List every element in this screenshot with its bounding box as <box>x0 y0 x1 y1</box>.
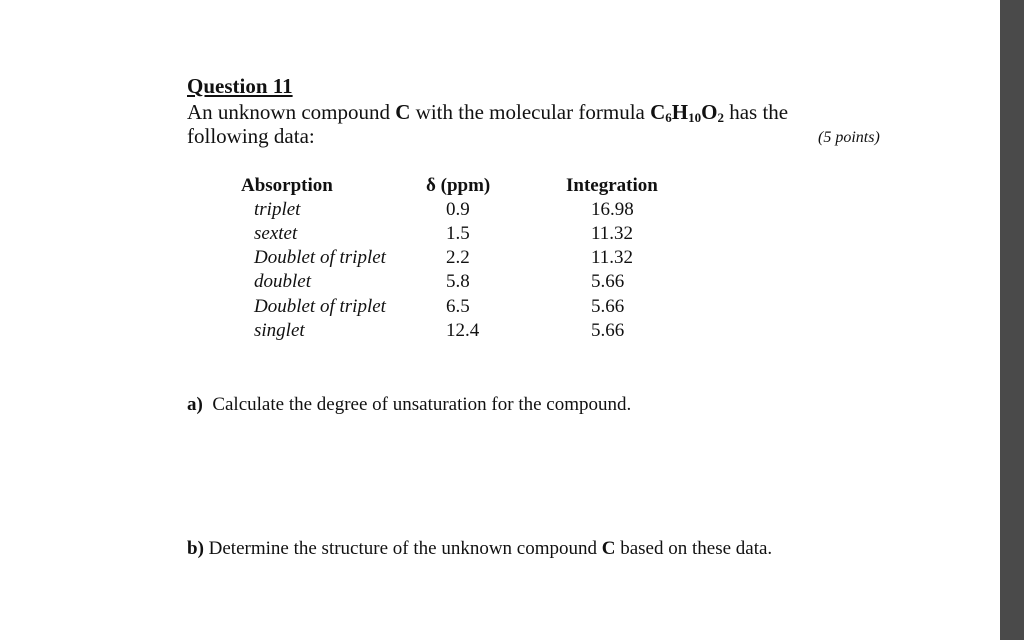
absorption-cell: sextet <box>254 223 298 244</box>
formula-carbon-count: 6 <box>665 110 672 125</box>
formula-carbon: C <box>650 100 666 124</box>
shift-cell: 0.9 <box>446 199 470 220</box>
table-row <box>0 295 1000 319</box>
part-b-text-start: Determine the structure of the unknown compound <box>208 538 602 559</box>
integration-cell: 11.32 <box>591 223 634 244</box>
part-b <box>187 537 772 561</box>
intro-text-end: has the <box>723 100 789 124</box>
formula-oxygen: O <box>701 100 718 124</box>
part-a-text: Calculate the degree of unsaturation for the compound. <box>212 394 632 415</box>
part-a-label: a) <box>187 394 203 415</box>
integration-cell: 5.66 <box>591 271 625 292</box>
part-a <box>187 393 631 417</box>
table-row <box>0 246 1000 270</box>
absorption-cell: Doublet of triplet <box>254 296 386 317</box>
integration-cell: 16.98 <box>591 199 634 220</box>
compound-label: C <box>395 100 411 124</box>
question-title: Question 11 <box>187 74 293 98</box>
header-absorption: Absorption <box>241 175 333 196</box>
part-b-compound-label: C <box>601 538 616 559</box>
intro-text-start: An unknown compound <box>187 100 396 124</box>
formula-hydrogen-count: 10 <box>688 110 702 125</box>
absorption-cell: triplet <box>254 199 301 220</box>
table-row <box>0 270 1000 294</box>
header-integration: Integration <box>566 175 658 196</box>
viewer-side-bar <box>1000 0 1024 640</box>
formula-hydrogen: H <box>671 100 689 124</box>
table-row <box>0 319 1000 343</box>
question-intro-line-2: following data: <box>187 124 315 148</box>
absorption-cell: Doublet of triplet <box>254 247 386 268</box>
formula-oxygen-count: 2 <box>717 110 724 125</box>
absorption-cell: singlet <box>254 320 305 341</box>
points-label: (5 points) <box>818 129 880 146</box>
molecular-formula <box>650 100 724 124</box>
header-shift: δ (ppm) <box>426 175 491 196</box>
shift-cell: 2.2 <box>446 247 470 268</box>
integration-cell: 11.32 <box>591 247 634 268</box>
part-b-text-end: based on these data. <box>615 538 773 559</box>
table-row <box>0 222 1000 246</box>
shift-cell: 12.4 <box>446 320 480 341</box>
integration-cell: 5.66 <box>591 296 625 317</box>
absorption-cell: doublet <box>254 271 311 292</box>
integration-cell: 5.66 <box>591 320 625 341</box>
shift-cell: 6.5 <box>446 296 470 317</box>
shift-cell: 1.5 <box>446 223 470 244</box>
shift-cell: 5.8 <box>446 271 470 292</box>
table-row <box>0 198 1000 222</box>
intro-text-middle: with the molecular formula <box>410 100 651 124</box>
part-b-label: b) <box>187 538 204 559</box>
